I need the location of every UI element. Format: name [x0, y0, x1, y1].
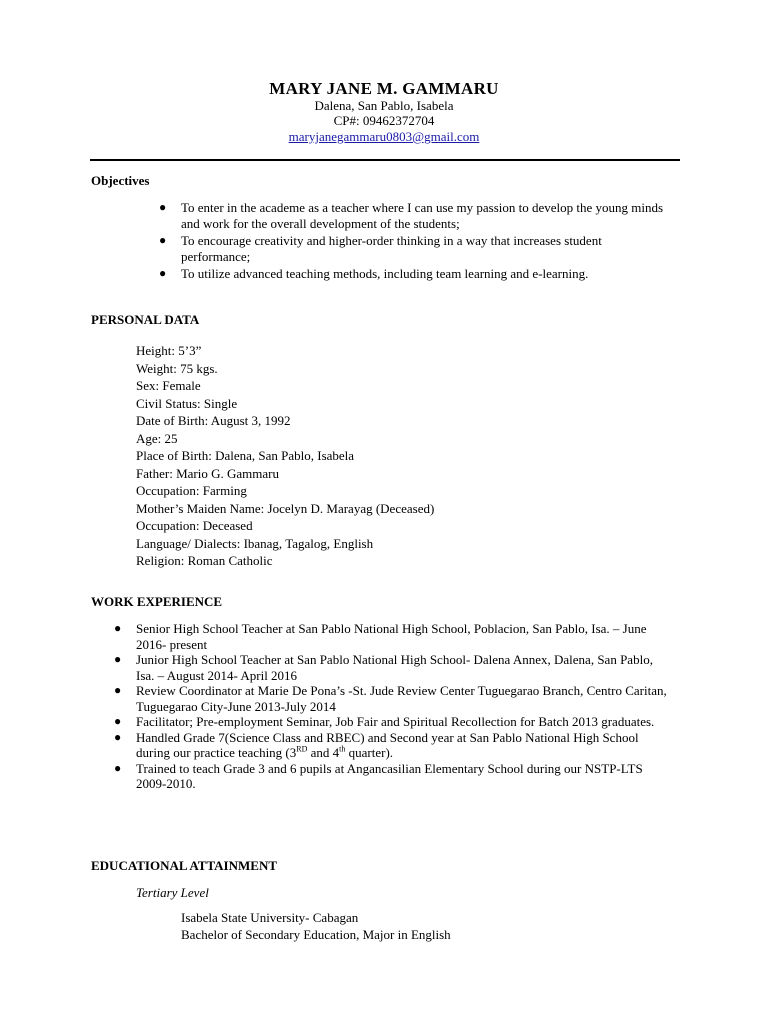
- personal-line-civil-status: Civil Status: Single: [136, 395, 238, 411]
- education-level: Tertiary Level: [136, 885, 209, 900]
- bullet-icon: ●: [159, 233, 167, 247]
- list-item: ● Handled Grade 7(Science Class and RBEC) and Second year at San Pablo National High School during our practice teaching (3RD and 4th quarter).: [114, 729, 639, 760]
- objectives-list: [159, 200, 671, 284]
- education-degree: Bachelor of Secondary Education, Major in English: [181, 927, 451, 942]
- list-item: ● Junior High School Teacher at San Pablo National High School- Dalena Annex, Dalena, San Pablo, Isa. – August 2014- April 2016: [114, 652, 653, 683]
- personal-line-religion: Religion: Roman Catholic: [136, 553, 273, 568]
- bullet-icon: ●: [114, 683, 122, 697]
- personal-line-languages: Language/ Dialects: Ibanag, Tagalog, English: [136, 535, 374, 551]
- email-link[interactable]: maryjanegammaru0803@gmail.com: [288, 129, 480, 144]
- personal-line-father: Father: Mario G. Gammaru: [136, 465, 279, 481]
- list-item: ● Review Coordinator at Marie De Pona’s -St. Jude Review Center Tuguegarao Branch, Centro Caritan, Tuguegarao City-June 2013-July 2014: [114, 683, 667, 714]
- list-item: ● Facilitator; Pre-employment Seminar, Job Fair and Spiritual Recollection for Batch 2013 graduates.: [114, 714, 655, 729]
- personal-line-sex: Sex: Female: [136, 378, 201, 393]
- list-item: ● To encourage creativity and higher-order thinking in a way that increases student performance;: [159, 233, 602, 264]
- address-line: Dalena, San Pablo, Isabela: [314, 98, 454, 113]
- personal-line-height: Height: 5’3”: [136, 343, 202, 358]
- list-item: ● Trained to teach Grade 3 and 6 pupils at Angancasilian Elementary School during our NSTP-LTS 2009-2010.: [114, 760, 643, 791]
- bullet-icon: ●: [114, 729, 122, 744]
- work-experience-list: [114, 621, 671, 792]
- personal-line-mother-occupation: Occupation: Deceased: [136, 518, 253, 533]
- list-item: ● To enter in the academe as a teacher where I can use my passion to develop the young minds and work for the overall development of the students;: [159, 200, 664, 231]
- bullet-icon: ●: [159, 200, 167, 214]
- personal-line-birth-date: Date of Birth: August 3, 1992: [136, 413, 291, 428]
- bullet-icon: ●: [114, 652, 122, 666]
- personal-line-weight: Weight: 75 kgs.: [136, 360, 218, 376]
- personal-line-birth-place: Place of Birth: Dalena, San Pablo, Isabela: [136, 448, 355, 463]
- phone-line: CP#: 09462372704: [333, 113, 435, 128]
- bullet-icon: ●: [114, 621, 122, 635]
- bullet-icon: ●: [159, 266, 167, 280]
- list-item: ● Senior High School Teacher at San Pablo National High School, Poblacion, San Pablo, Isa. – June 2016- present: [114, 621, 647, 652]
- personal-data-heading: PERSONAL DATA: [91, 312, 200, 327]
- education-school: Isabela State University- Cabagan: [181, 910, 359, 925]
- list-item: ● To utilize advanced teaching methods, including team learning and e-learning.: [159, 266, 589, 281]
- bullet-icon: ●: [114, 714, 122, 728]
- work-experience-heading: WORK EXPERIENCE: [91, 594, 223, 609]
- objectives-heading: Objectives: [91, 173, 150, 188]
- personal-line-mother: Mother’s Maiden Name: Jocelyn D. Marayag (Deceased): [136, 500, 435, 516]
- education-heading: EDUCATIONAL ATTAINMENT: [91, 858, 277, 873]
- personal-data-block: [136, 342, 656, 570]
- resume-name: MARY JANE M. GAMMARU: [269, 79, 499, 98]
- header-divider: [90, 159, 680, 161]
- education-details: [181, 909, 661, 943]
- personal-line-father-occupation: Occupation: Farming: [136, 483, 247, 498]
- personal-line-age: Age: 25: [136, 430, 178, 446]
- bullet-icon: ●: [114, 760, 122, 775]
